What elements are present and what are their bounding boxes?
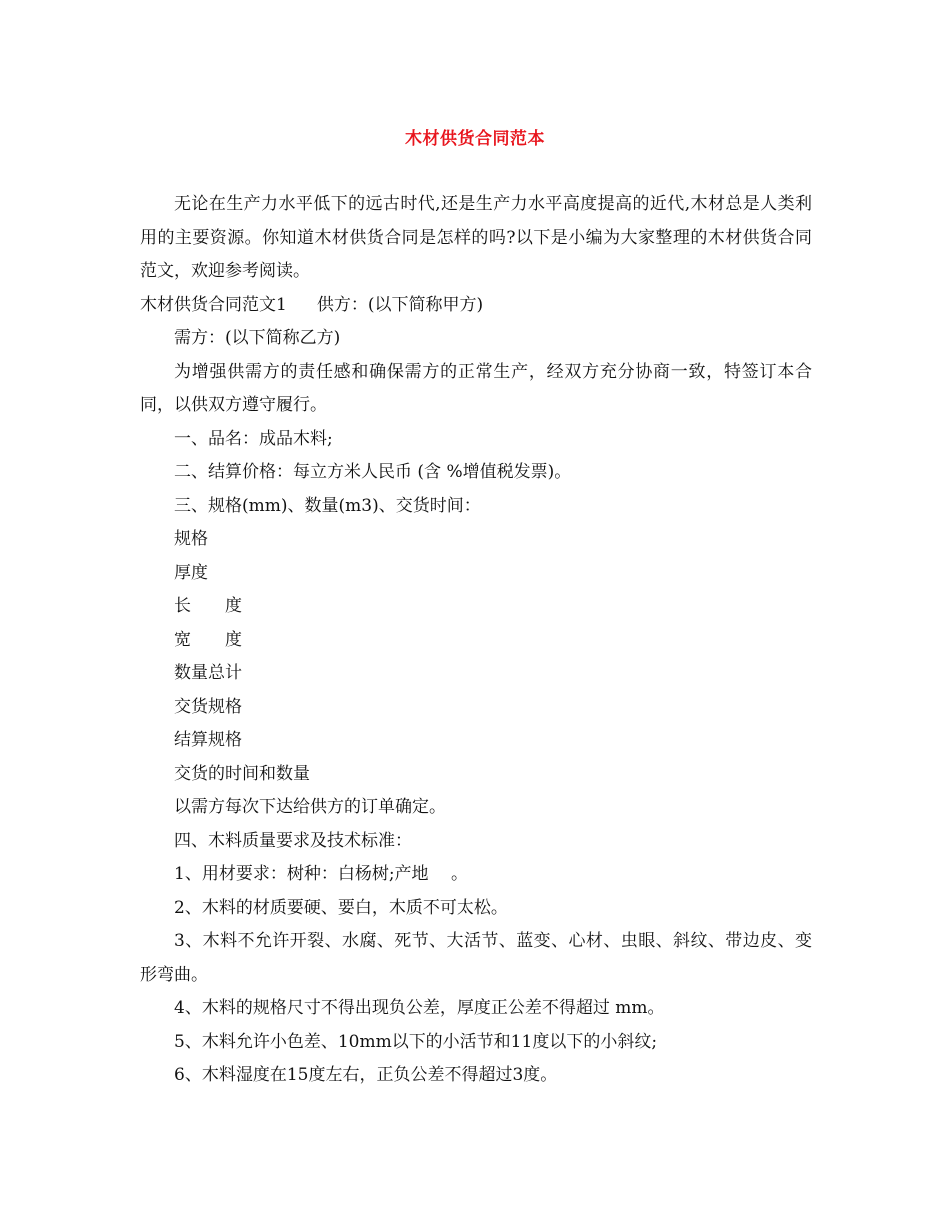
intro-paragraph: 无论在生产力水平低下的远古时代,还是生产力水平高度提高的近代,木材总是人类利用的主要资源。你知道木材供货合同是怎样的吗?以下是小编为大家整理的木材供货合同范文，欢迎参考阅读。 <box>140 194 812 281</box>
buyer-line: 需方：(以下简称乙方) <box>174 328 341 348</box>
supplier-line: 供方：(以下简称甲方) <box>316 294 484 315</box>
quality-item: 4、木料的规格尺寸不得出现负公差，厚度正公差不得超过 mm。 <box>174 998 665 1018</box>
item-quality-heading: 四、木料质量要求及技术标准： <box>174 830 412 851</box>
quality-item: 2、木料的材质要硬、要白，木质不可太松。 <box>174 897 508 918</box>
quality-item: 3、木料不允许开裂、水腐、死节、大活节、蓝变、心材、虫眼、斜纹、带边皮、变形弯曲。 <box>140 931 812 985</box>
item-spec-quantity: 三、规格(mm)、数量(m3)、交货时间： <box>174 495 481 516</box>
spec-row: 规格 <box>174 529 208 549</box>
item-product-name: 一、品名：成品木料; <box>174 428 333 449</box>
spec-row: 交货的时间和数量 <box>174 763 310 784</box>
quality-item: 6、木料湿度在15度左右，正负公差不得超过3度。 <box>174 1065 558 1085</box>
quality-item: 5、木料允许小色差、10mm以下的小活节和11度以下的小斜纹; <box>174 1031 658 1052</box>
sample-heading-line <box>140 289 812 323</box>
spec-row: 宽 度 <box>174 629 242 650</box>
sample-heading: 木材供货合同范文1 <box>140 294 287 315</box>
document-title: 木材供货合同范本 <box>405 129 545 149</box>
purpose-paragraph: 为增强供需方的责任感和确保需方的正常生产，经双方充分协商一致，特签订本合同，以供双方遵守履行。 <box>140 361 812 415</box>
spec-row: 长 度 <box>174 596 242 616</box>
spec-row: 结算规格 <box>174 730 242 750</box>
spec-row: 数量总计 <box>174 663 242 683</box>
quality-item: 1、用材要求：树种：白杨树;产地 。 <box>174 864 468 884</box>
order-line: 以需方每次下达给供方的订单确定。 <box>174 797 446 817</box>
document-body <box>140 188 812 1093</box>
spec-row: 交货规格 <box>174 696 242 717</box>
item-price: 二、结算价格：每立方米人民币 (含 %增值税发票)。 <box>174 462 572 482</box>
spec-row: 厚度 <box>174 562 208 583</box>
